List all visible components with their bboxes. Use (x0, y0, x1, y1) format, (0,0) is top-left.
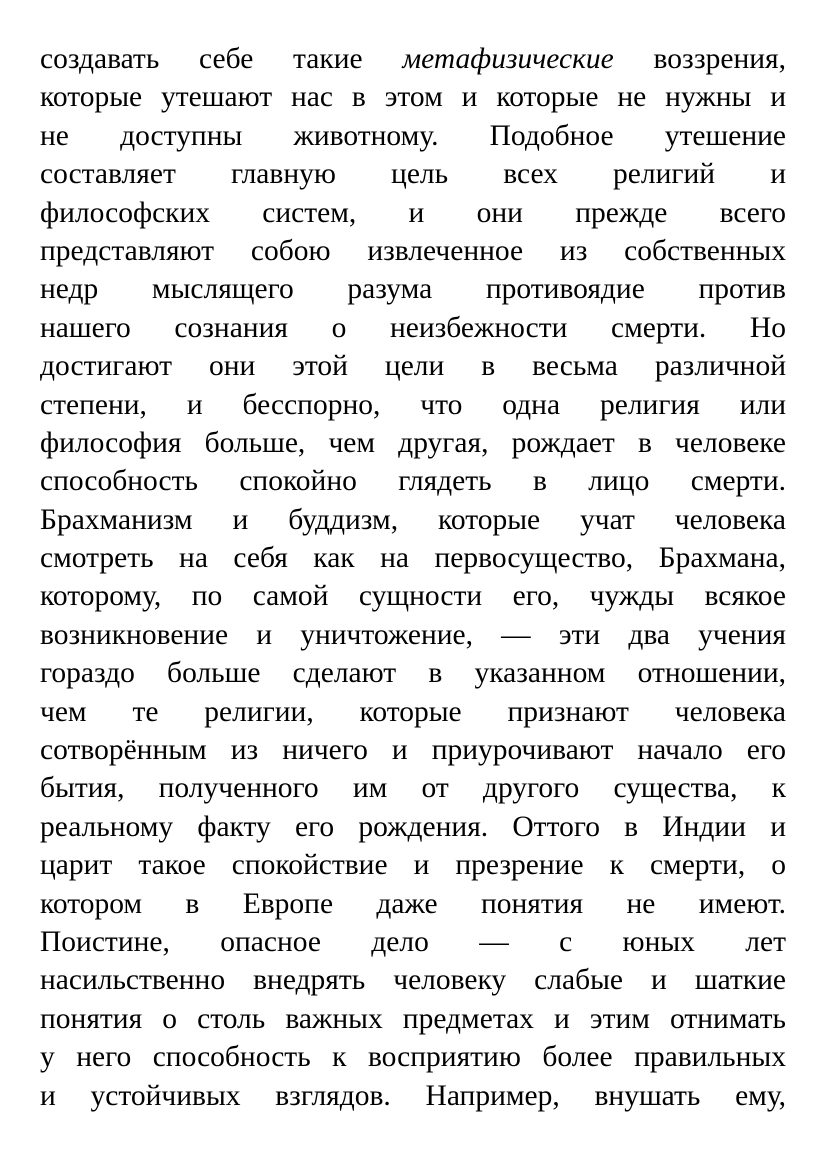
body-text (40, 40, 786, 1115)
text-line: нашего сознания о неизбежности смерти. Но (40, 311, 786, 344)
text-line: философия больше, чем другая, рождает в человеке (40, 426, 786, 459)
text-line: способность спокойно глядеть в лицо смерти. (40, 465, 786, 498)
text-line: достигают они этой цели в весьма различной (40, 350, 786, 383)
text-line: понятия о столь важных предметах и этим отнимать (40, 1002, 786, 1035)
text-line: не доступны животному. Подобное утешение (40, 119, 786, 152)
text-line: насильственно внедрять человеку слабые и шаткие (40, 964, 786, 997)
text-line: чем те религии, которые признают человека (40, 695, 786, 728)
text-line: недр мыслящего разума противоядие против (40, 273, 786, 306)
text-line: котором в Европе даже понятия не имеют. (40, 887, 786, 920)
text-line: которые утешают нас в этом и которые не нужны и (40, 81, 786, 114)
text-line: у него способность к восприятию более правильных (40, 1041, 786, 1074)
text-line: смотреть на себя как на первосущество, Брахмана, (40, 542, 786, 575)
text-line: философских систем, и они прежде всего (40, 196, 786, 229)
text-line: Брахманизм и буддизм, которые учат человека (40, 503, 786, 536)
text-line: представляют собою извлеченное из собственных (40, 234, 786, 267)
italic-emphasis: метафизические (402, 43, 614, 75)
text-line: бытия, полученного им от другого существа, к (40, 772, 786, 805)
text-line: степени, и бесспорно, что одна религия или (40, 388, 786, 421)
text-line: гораздо больше сделают в указанном отношении, (40, 657, 786, 690)
text-line: которому, по самой сущности его, чужды всякое (40, 580, 786, 613)
text-line: и устойчивых взглядов. Например, внушать ему, (40, 1079, 786, 1112)
text-line: создавать себе такие метафизические воззрения, (40, 43, 786, 75)
text-line: реальному факту его рождения. Оттого в Индии и (40, 810, 786, 843)
text-line: сотворённым из ничего и приурочивают начало его (40, 734, 786, 767)
text-line: возникновение и уничтожение, — эти два учения (40, 618, 786, 651)
text-line: царит такое спокойствие и презрение к смерти, о (40, 849, 786, 882)
text-line: Поистине, опасное дело — с юных лет (40, 925, 786, 958)
text-line: составляет главную цель всех религий и (40, 158, 786, 191)
